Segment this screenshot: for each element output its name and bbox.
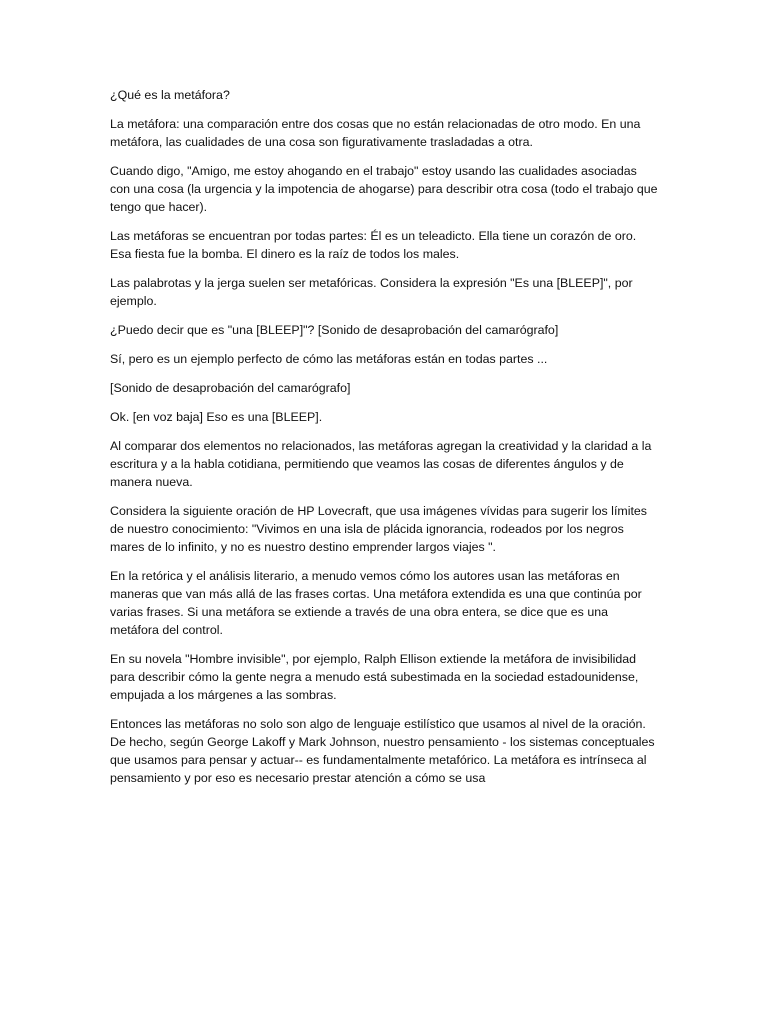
paragraph-lovecraft-quote: Considera la siguiente oración de HP Lovecraft, que usa imágenes vívidas para sugerir los límites de nuestro conocimiento: "Vivimos en una isla de plácida ignorancia, rodeados por los negros mares de lo infinito, y no es nuestro destino emprender largos viajes ". (110, 504, 647, 554)
document-page (110, 86, 660, 798)
document-heading-question: ¿Qué es la metáfora? (110, 88, 230, 102)
paragraph-slang: Las palabrotas y la jerga suelen ser metafóricas. Considera la expresión "Es una [BLEEP]", por ejemplo. (110, 276, 633, 308)
paragraph-lakoff-johnson: Entonces las metáforas no solo son algo de lenguaje estilístico que usamos al nivel de la oración. De hecho, según George Lakoff y Mark Johnson, nuestro pensamiento - los sistemas conceptuales que usamos para pensar y actuar-- es fundamentalmente metafórico. La metáfora es intrínseca al pensamiento y por eso es necesario prestar atención a cómo se usa (110, 717, 655, 785)
paragraph-comparing-elements: Al comparar dos elementos no relacionados, las metáforas agregan la creatividad y la claridad a la escritura y a la habla cotidiana, permitiendo que veamos las cosas de diferentes ángulos y de manera nueva. (110, 439, 652, 489)
paragraph-ok-bleep: Ok. [en voz baja] Eso es una [BLEEP]. (110, 410, 323, 424)
paragraph-bleep-question: ¿Puedo decir que es "una [BLEEP]"? [Sonido de desaprobación del camarógrafo] (110, 323, 559, 337)
paragraph-invisible-man: En su novela "Hombre invisible", por ejemplo, Ralph Ellison extiende la metáfora de invisibilidad para describir cómo la gente negra a menudo está subestimada en la sociedad estadounidense, empujada a los márgenes a las sombras. (110, 652, 639, 702)
paragraph-everywhere-examples: Las metáforas se encuentran por todas partes: Él es un teleadicto. Ella tiene un corazón de oro. Esa fiesta fue la bomba. El dinero es la raíz de todos los males. (110, 229, 637, 261)
paragraph-drowning-example: Cuando digo, "Amigo, me estoy ahogando en el trabajo" estoy usando las cualidades asociadas con una cosa (la urgencia y la impotencia de ahogarse) para describir otra cosa (todo el trabajo que tengo que hacer). (110, 164, 658, 214)
paragraph-extended-metaphor: En la retórica y el análisis literario, a menudo vemos cómo los autores usan las metáforas en maneras que van más allá de las frases cortas. Una metáfora extendida es una que continúa por varias frases. Si una metáfora se extiende a través de una obra entera, se dice que es una metáfora del control. (110, 569, 642, 637)
paragraph-perfect-example: Sí, pero es un ejemplo perfecto de cómo las metáforas están en todas partes ... (110, 352, 548, 366)
paragraph-definition: La metáfora: una comparación entre dos cosas que no están relacionadas de otro modo. En una metáfora, las cualidades de una cosa son figurativamente trasladadas a otra. (110, 117, 641, 149)
paragraph-cameraman-sound: [Sonido de desaprobación del camarógrafo] (110, 381, 351, 395)
